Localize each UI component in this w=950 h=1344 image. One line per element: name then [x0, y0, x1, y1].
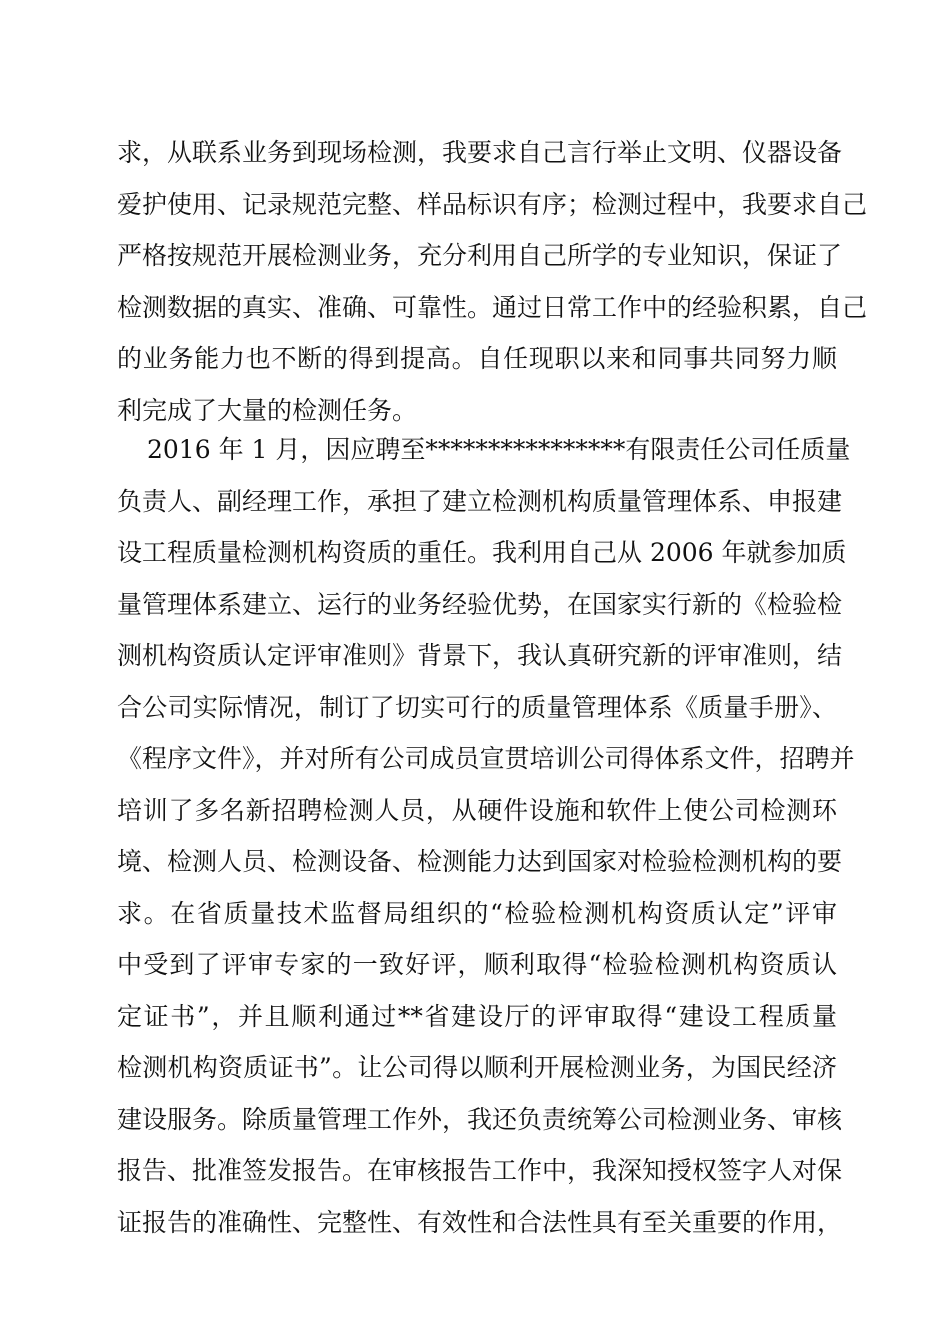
- paragraph-2-line: 定证书”，并且顺利通过**省建设厅的评审取得“建设工程质量: [117, 1001, 837, 1031]
- paragraph-2-line: 量管理体系建立、运行的业务经验优势，在国家实行新的《检验检: [117, 589, 843, 619]
- paragraph-2-line: 境、检测人员、检测设备、检测能力达到国家对检验检测机构的要: [117, 847, 843, 876]
- paragraph-1-line: 爱护使用、记录规范完整、样品标识有序；检测过程中，我要求自己: [117, 189, 868, 219]
- paragraph-1-line: 求，从联系业务到现场检测，我要求自己言行举止文明、仪器设备: [117, 138, 843, 167]
- paragraph-2-line: 求。在省质量技术监督局组织的“检验检测机构资质认定”评审: [117, 898, 837, 928]
- paragraph-2-line: 检测机构资质证书”。让公司得以顺利开展检测业务，为国民经济: [117, 1053, 837, 1082]
- paragraph-2-line: 《程序文件》，并对所有公司成员宣贯培训公司得体系文件，招聘并: [117, 744, 855, 773]
- paragraph-2-line: 报告、批准签发报告。在审核报告工作中，我深知授权签字人对保: [117, 1156, 843, 1185]
- paragraph-1: [117, 127, 868, 436]
- paragraph-2-line: 证报告的准确性、完整性、有效性和合法性具有至关重要的作用，: [117, 1207, 843, 1237]
- paragraph-2: [117, 424, 855, 1248]
- paragraph-2-line: 2016 年 1 月，因应聘至****************有限责任公司任质量: [147, 435, 851, 464]
- paragraph-2-line: 测机构资质认定评审准则》背景下，我认真研究新的评审准则，结: [117, 641, 843, 670]
- paragraph-2-line: 合公司实际情况，制订了切实可行的质量管理体系《质量手册》、: [117, 692, 837, 722]
- paragraph-1-line: 利完成了大量的检测任务。: [117, 395, 418, 425]
- paragraph-1-line: 的业务能力也不断的得到提高。自任现职以来和同事共同努力顺: [117, 344, 837, 373]
- paragraph-2-line: 建设服务。除质量管理工作外，我还负责统筹公司检测业务、审核: [117, 1104, 843, 1134]
- paragraph-2-line: 负责人、副经理工作，承担了建立检测机构质量管理体系、申报建: [117, 486, 843, 516]
- paragraph-2-line: 培训了多名新招聘检测人员，从硬件设施和软件上使公司检测环: [117, 795, 837, 825]
- paragraph-2-line: 设工程质量检测机构资质的重任。我利用自己从 2006 年就参加质: [117, 538, 847, 567]
- paragraph-2-line: 中受到了评审专家的一致好评，顺利取得“检验检测机构资质认: [117, 950, 837, 979]
- paragraph-1-line: 严格按规范开展检测业务，充分利用自己所学的专业知识，保证了: [117, 241, 843, 270]
- paragraph-1-line: 检测数据的真实、准确、可靠性。通过日常工作中的经验积累，自己: [117, 292, 868, 322]
